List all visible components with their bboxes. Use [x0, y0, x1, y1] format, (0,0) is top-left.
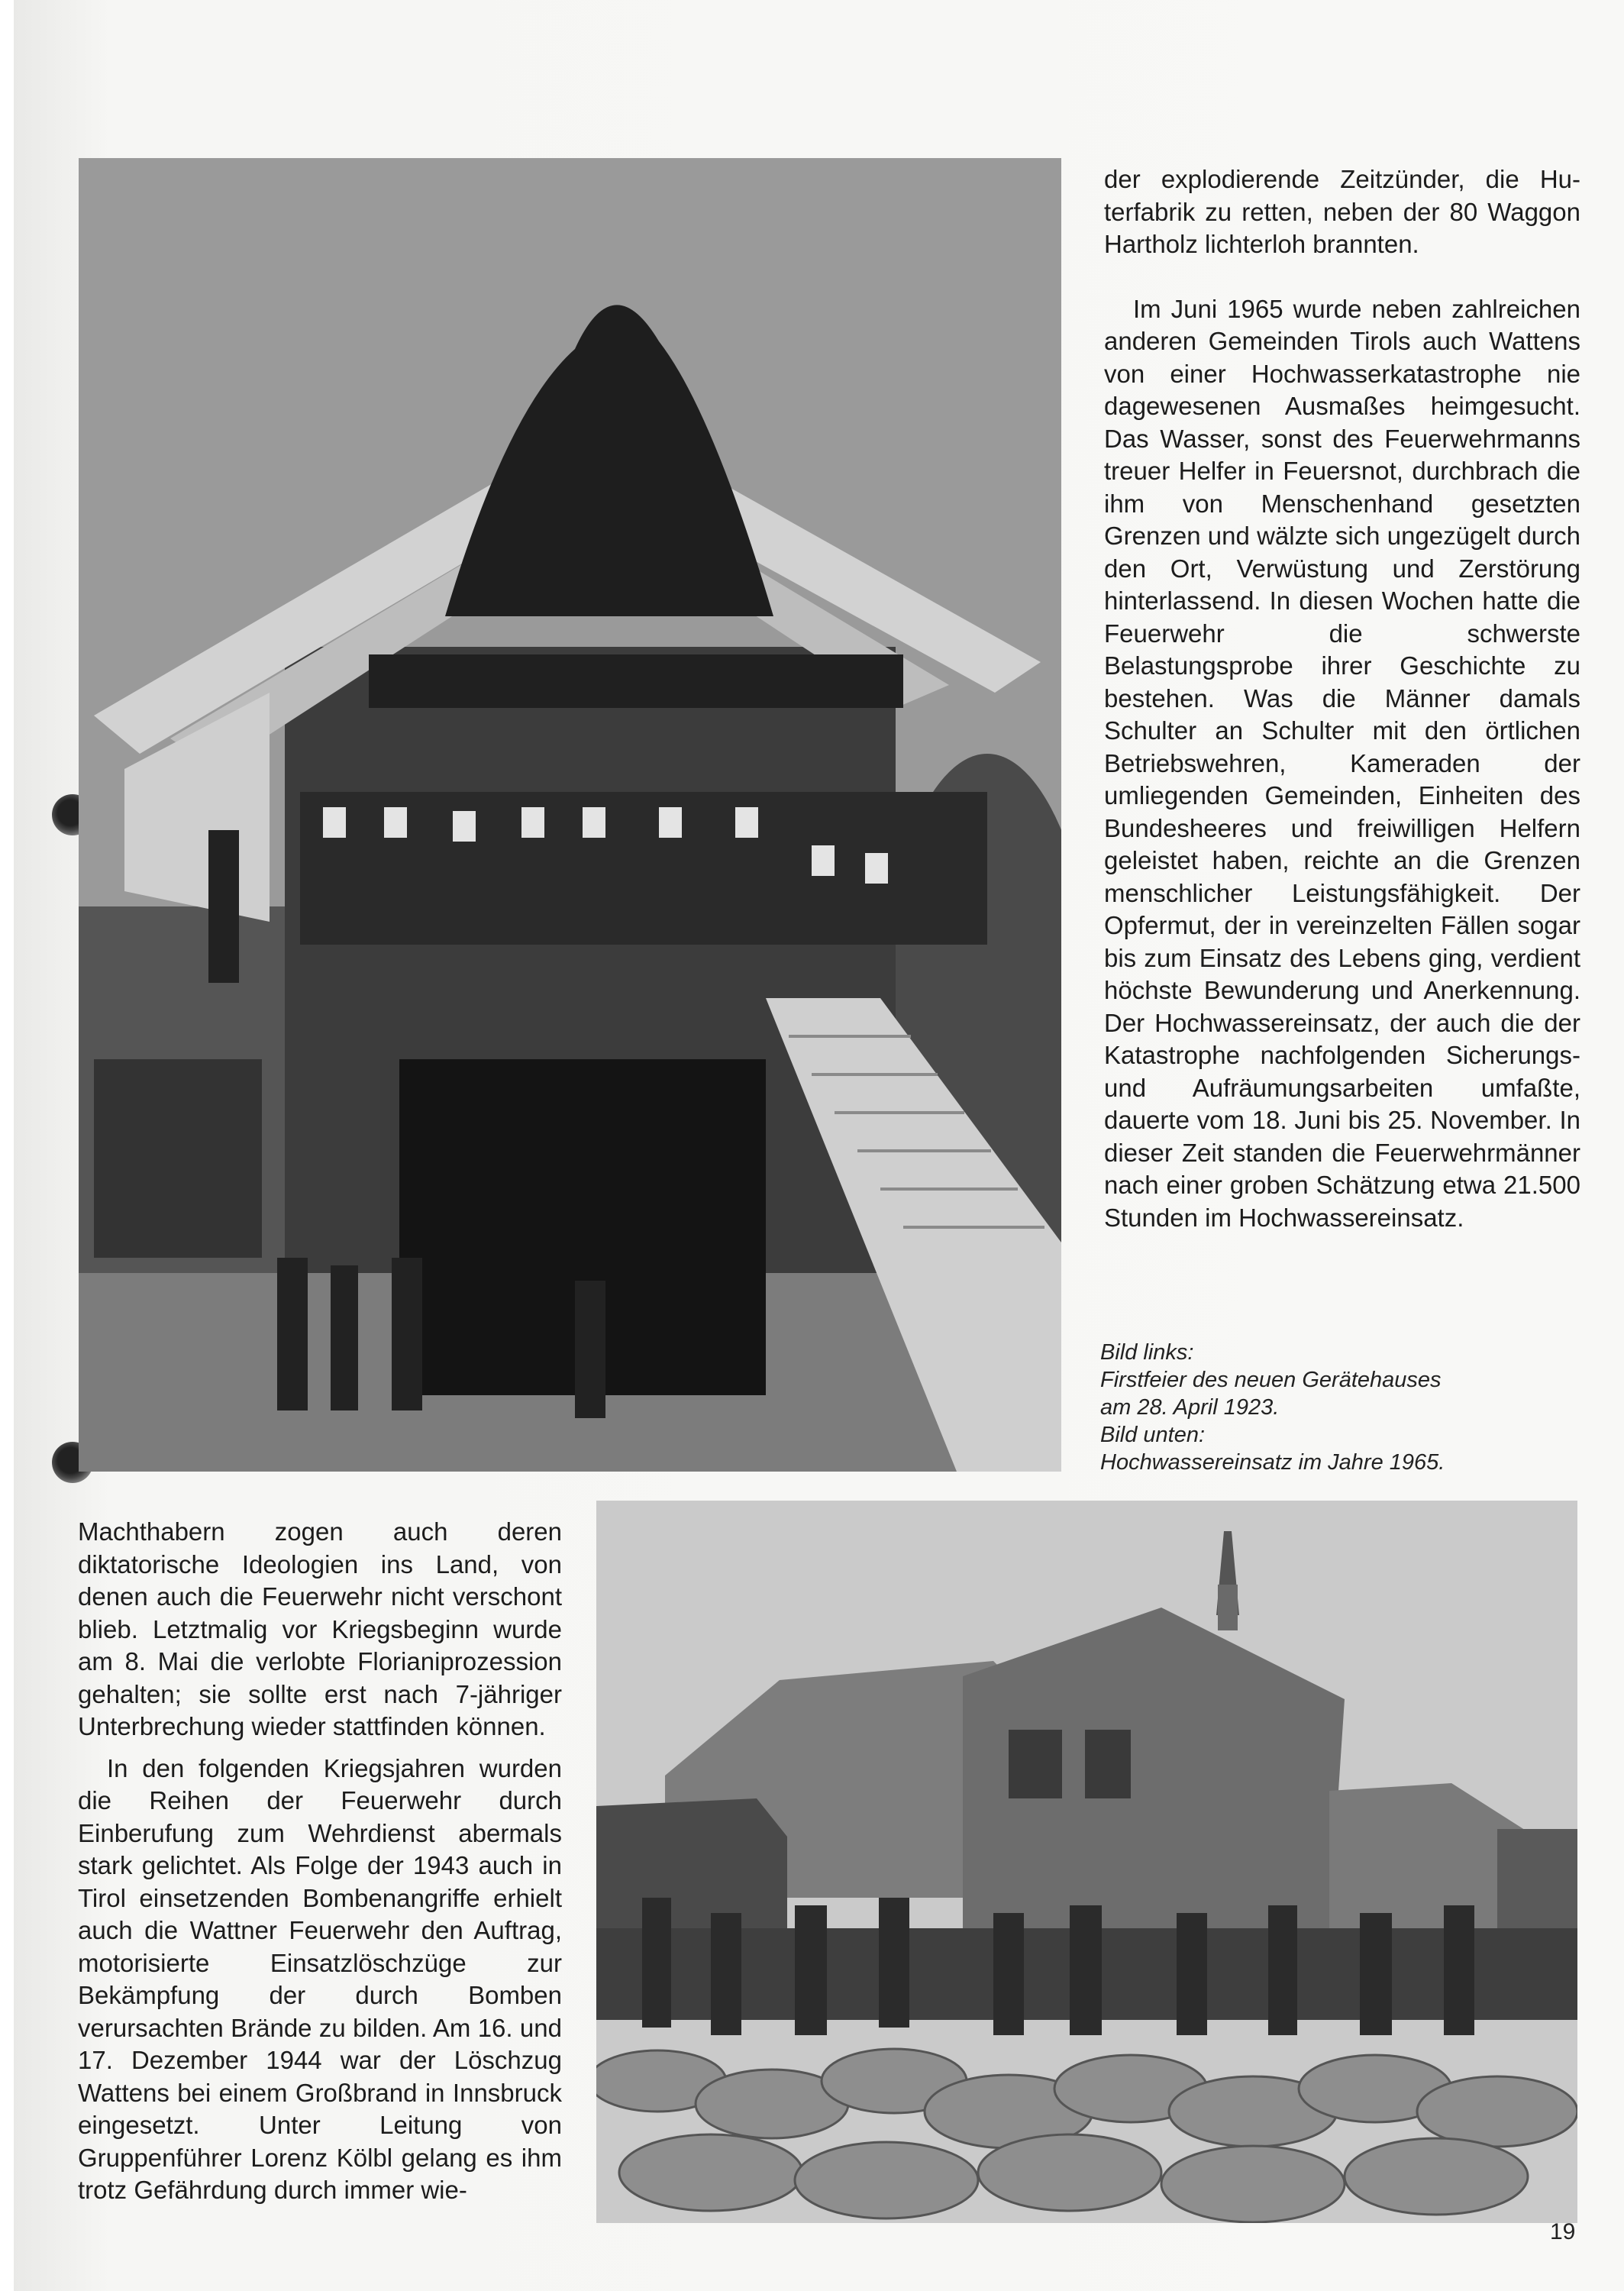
page-number: 19 [1550, 2219, 1576, 2244]
paragraph-flood-1965: Im Juni 1965 wurde neben zahlreichen anderen Gemeinden Tirols auch Wattens von einer Hochwasserkatastrophe nie dagewesenen Ausmaßes heimgesucht. Das Wasser, sonst des Feuerwehrmanns treuer Helfer in Feuersnot, durchbrach die ihm von Menschenhand gesetzten Grenzen und wälzte sich ungezügelt durch den Ort, Verwüstung und Zerstörung hinterlassend. In diesen Wochen hatte die Feuerwehr die schwerste Belastungsprobe ihrer Geschichte zu bestehen. Was die Männer damals Schulter an Schulter mit den örtlichen Betriebswehren, Kameraden der umliegenden Gemeinden, Einheiten des Bundesheeres und freiwilligen Helfern geleistet haben, reichte an die Grenzen menschlicher Leistungsfähigkeit. Der Opfermut, der in vereinzelten Fällen sogar bis zum Einsatz des Lebens ging, verdient höchste Bewunderung und Anerkennung. Der Hochwassereinsatz, der auch die der Katastrophe nachfolgenden Sicherungs- und Aufräumungsarbeiten umfaßte, dauerte vom 18. Juni bis 25. November. In dieser Zeit standen die Feuerwehrmänner nach einer groben Schätzung etwa 21.500 Stunden im Hochwassereinsatz. [1104, 294, 1580, 1232]
photo-roofing-ceremony-illustration [79, 158, 1061, 1472]
caption-text-bottom: Hochwassereinsatz im Jahre 1965. [1100, 1450, 1445, 1475]
caption-text-left-2: am 28. April 1923. [1100, 1395, 1280, 1420]
paragraph-continuation: der explodierende Zeitzünder, die Hu-terfabrik zu retten, neben der 80 Waggon Hartholz lichterloh brannten. [1104, 165, 1580, 258]
paragraph-war-years: In den folgenden Kriegsjahren wurden die Reihen der Feuerwehr durch Einberufung zum Wehrdienst abermals stark gelichtet. Als Folge der 1943 auch in Tirol einsetzenden Bombenangriffe erhielt auch die Wattner Feuerwehr den Auftrag, motorisierte Einsatzlöschzüge zur Bekämpfung der durch Bomben verursachten Brände zu bilden. Am 16. und 17. Dezember 1944 war der Löschzug Wattens bei einem Großbrand in Innsbruck eingesetzt. Unter Leitung von Gruppenführer Lorenz Kölbl gelang es ihm trotz Gefährdung durch immer wie- [78, 1753, 562, 2204]
article-text-right-column [1104, 163, 1580, 1234]
article-text-left-column [78, 1516, 562, 2207]
paragraph-ideologies: Machthabern zogen auch deren diktatorische Ideologien ins Land, von denen auch die Feuerwehr nicht verschont blieb. Letztmalig vor Kriegsbeginn wurde am 8. Mai die verlobte Florianiprozession gehalten; sie sollte erst nach 7-jähriger Unterbrechung wieder stattfinden können. [78, 1517, 562, 1740]
photo-roofing-ceremony-1923 [79, 158, 1061, 1472]
caption-label-bottom: Bild unten: [1100, 1423, 1206, 1447]
photo-flood-operation-1965 [596, 1501, 1577, 2223]
photo-caption [1100, 1339, 1528, 1476]
caption-label-left: Bild links: [1100, 1340, 1194, 1365]
photo-flood-operation-illustration [596, 1501, 1577, 2223]
caption-text-left-1: Firstfeier des neuen Gerätehauses [1100, 1368, 1442, 1392]
